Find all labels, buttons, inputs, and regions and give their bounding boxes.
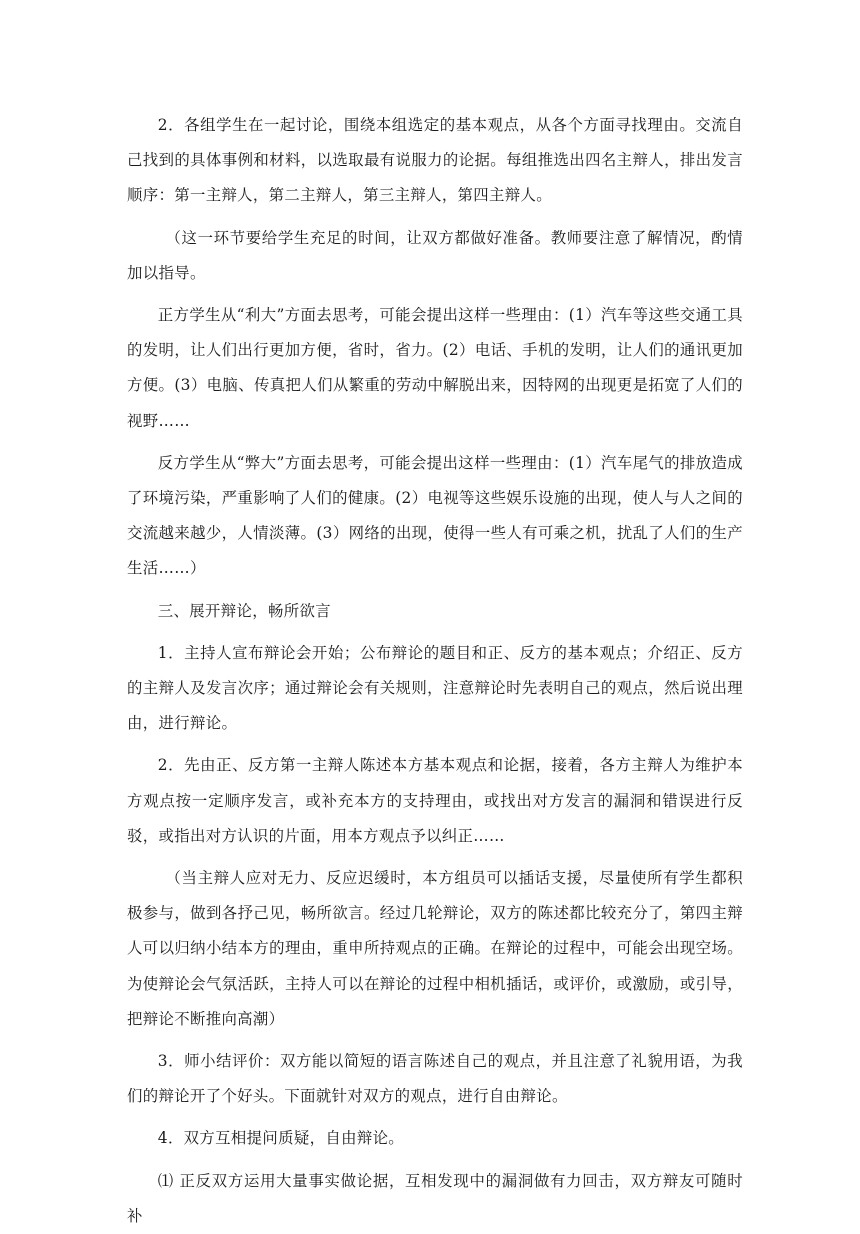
paragraph-teacher-summary: 3．师小结评价：双方能以简短的语言陈述自己的观点，并且注意了礼貌用语，为我们的辩论开了个好头。下面就针对双方的观点，进行自由辩论。 [127,1052,743,1106]
paragraph-free-debate-item-1: ⑴ 正反双方运用大量事实做论据，互相发现中的漏洞做有力回击，双方辩友可随时补 [127,1171,743,1225]
section-heading-debate: 三、展开辩论，畅所欲言 [157,601,331,620]
paragraph-affirmative-reasons: 正方学生从“利大”方面去思考，可能会提出这样一些理由：(1）汽车等这些交通工具的发明，让人们出行更加方便，省时，省力。(2）电话、手机的发明，让人们的通讯更加方便。(3）电脑、传真把人们从繁重的劳动中解脱出来，因特网的出现更是拓宽了人们的视野…… [127,306,743,430]
paragraph-discussion-step: 2．各组学生在一起讨论，围绕本组选定的基本观点，从各个方面寻找理由。交流自己找到的具体事例和材料，以选取最有说服力的论据。每组推选出四名主辩人，排出发言顺序：第一主辩人，第二主辩人，第三主辩人，第四主辩人。 [127,116,743,205]
paragraph-support-note: （当主辩人应对无力、反应迟缓时，本方组员可以插话支援，尽量使所有学生都积极参与，做到各抒己见，畅所欲言。经过几轮辩论，双方的陈述都比较充分了，第四主辩人可以归纳小结本方的理由，重申所持观点的正确。在辩论的过程中，可能会出现空场。为使辩论会气氛活跃，主持人可以在辩论的过程中相机插话，或评价，或激励，或引导，把辩论不断推向高潮） [127,869,743,1028]
paragraph-teacher-note: （这一环节要给学生充足的时间，让双方都做好准备。教师要注意了解情况，酌情加以指导。 [127,228,743,282]
paragraph-free-debate: 4．双方互相提问质疑，自由辩论。 [157,1129,405,1148]
document-body [127,108,743,1234]
paragraph-first-speakers: 2．先由正、反方第一主辩人陈述本方基本观点和论据，接着，各方主辩人为维护本方观点按一定顺序发言，或补充本方的支持理由，或找出对方发言的漏洞和错误进行反驳，或指出对方认识的片面，用本方观点予以纠正…… [127,756,743,845]
paragraph-host-opening: 1．主持人宣布辩论会开始；公布辩论的题目和正、反方的基本观点；介绍正、反方的主辩人及发言次序；通过辩论会有关规则，注意辩论时先表明自己的观点，然后说出理由，进行辩论。 [127,643,743,733]
paragraph-negative-reasons: 反方学生从“弊大”方面去思考，可能会提出这样一些理由：(1）汽车尾气的排放造成了环境污染，严重影响了人们的健康。(2）电视等这些娱乐设施的出现，使人与人之间的交流越来越少，人情淡薄。(3）网络的出现，使得一些人有可乘之机，扰乱了人们的生产生活……） [127,453,743,578]
